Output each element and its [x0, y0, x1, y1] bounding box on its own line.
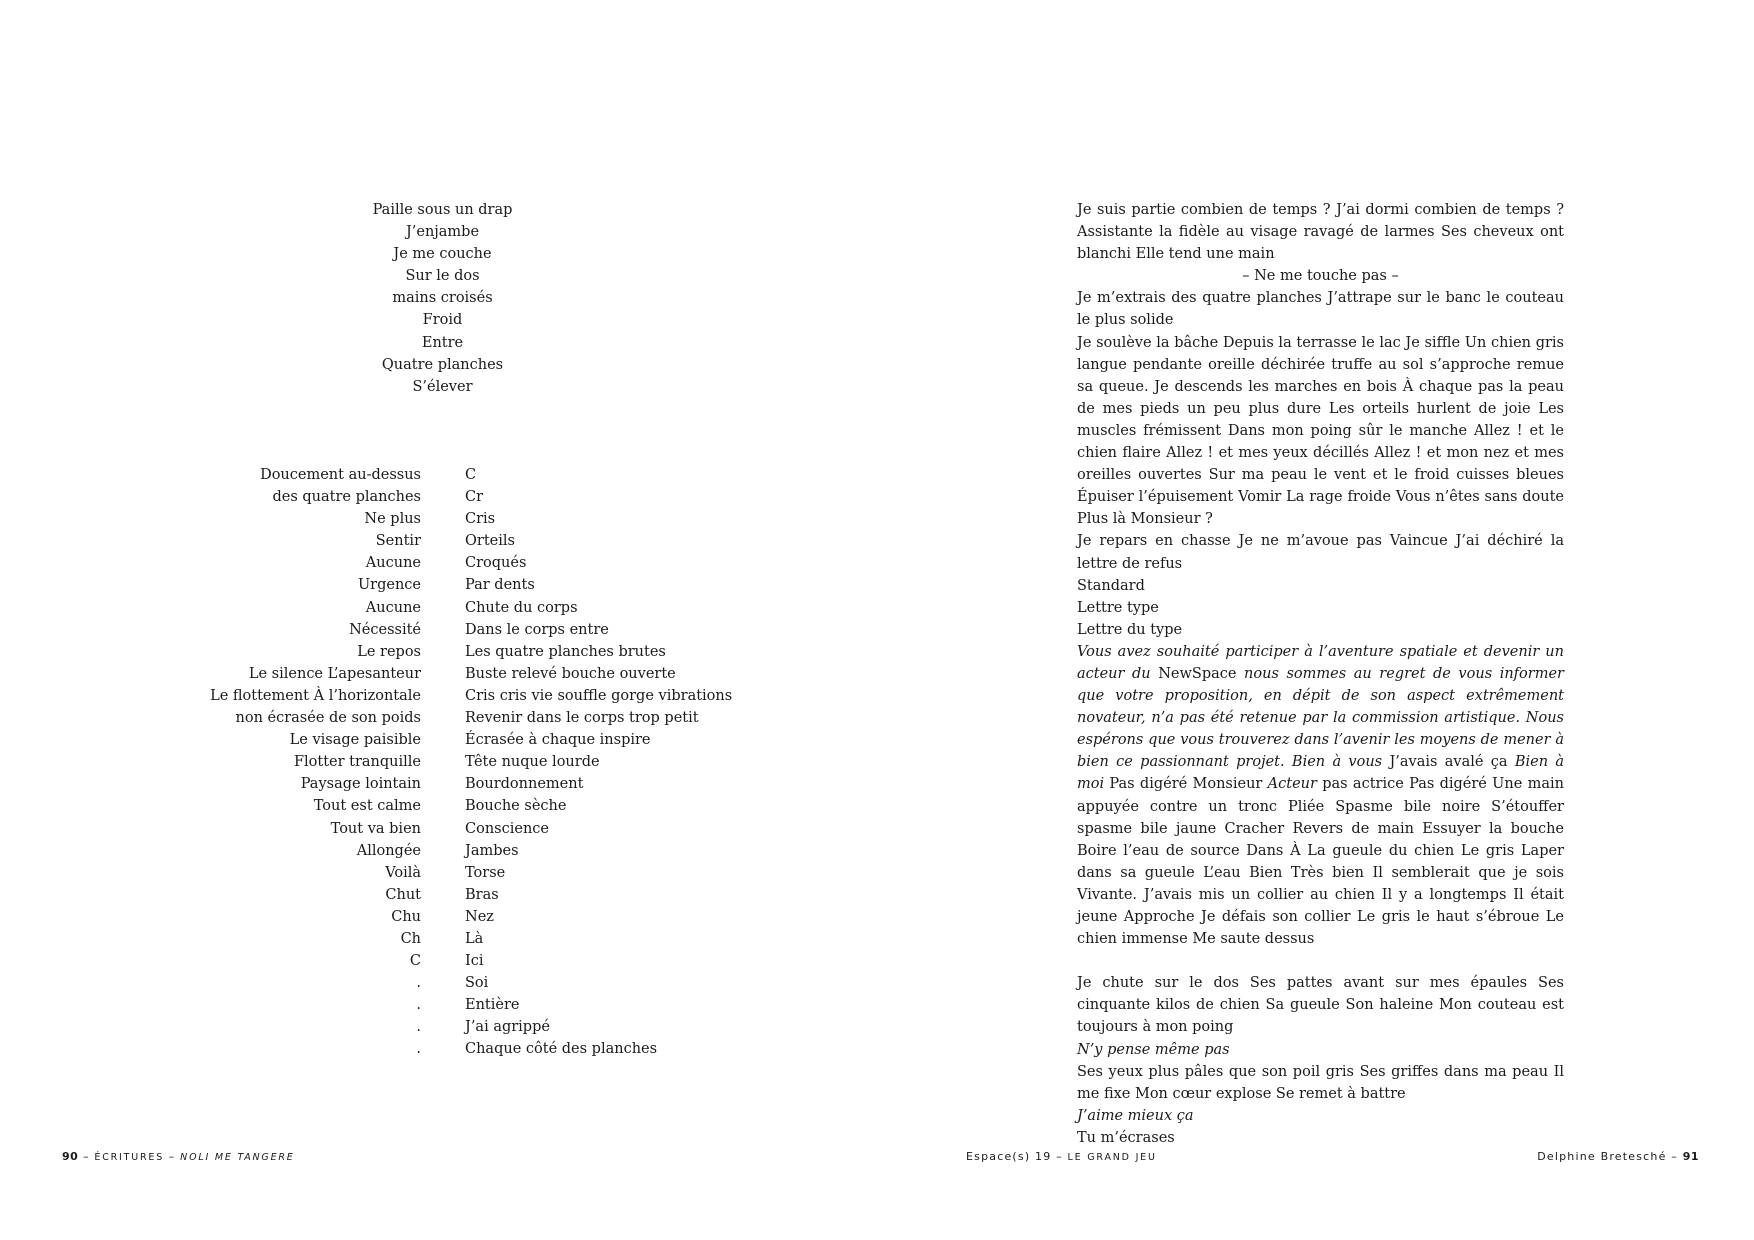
right-column-line: Là: [465, 930, 484, 947]
italic-line: N’y pense même pas: [1077, 1041, 1230, 1058]
paragraph: Je repars en chasse Je ne m’avoue pas Vaincue J’ai déchiré la lettre de refus: [1077, 533, 1564, 572]
verse-row: [200, 619, 732, 641]
verse-row: [200, 707, 732, 729]
two-column-verse: [200, 464, 732, 1061]
left-column-line: Paysage lointain: [300, 776, 421, 793]
italic-line: J’aime mieux ça: [1077, 1107, 1194, 1124]
left-column-line: Chut: [385, 886, 421, 903]
right-column-line: Chaque côté des planches: [465, 1041, 658, 1058]
stanza-line: mains croisés: [392, 290, 493, 307]
journal-running-footer: [966, 1150, 1157, 1163]
paragraph: Je soulève la bâche Depuis la terrasse le lac Je siffle Un chien gris langue pendante oreille déchirée truffe au sol s’approche remue sa queue. Je descends les marches en bois À chaque pas la peau de mes pieds un peu plus dure Les orteils hurlent de joie Les muscles frémissent Dans mon poing sûr le manche Allez ! et le chien flaire Allez ! et mes yeux décillés Allez ! et mon nez et mes oreilles ouvertes Sur ma peau le vent et le froid cuisses bleues Épuiser l’épuisement Vomir La rage froide Vous n’êtes sans doute Plus là Monsieur ?: [1077, 334, 1564, 528]
stanza-line: Je me couche: [393, 246, 492, 263]
verse-row: [200, 486, 732, 508]
verse-row: [200, 751, 732, 773]
paragraph: Standard: [1077, 577, 1145, 594]
left-column-line: C: [409, 953, 421, 970]
left-column-line: Doucement au-dessus: [260, 467, 421, 483]
quote-roman: pas actrice Pas digéré Une main appuyée contre un tronc Pliée Spasme bile noire S’étouffer spasme bile jaune Cracher Revers de main Essuyer la bouche Boire l’eau de source Dans À La gueule du chien Le gris Laper dans sa gueule L’eau Bien Très bien Il semblerait que je sois Vivante. J’avais mis un collier au chien Il y a longtemps Il était jeune Approche Je défais son collier Le gris le haut s’ébroue Le chien immense Me saute dessus: [1077, 776, 1564, 948]
verse-row: [200, 1016, 732, 1038]
left-column-line: Sentir: [375, 533, 421, 550]
right-column-line: Cris cris vie souffle gorge vibrations: [465, 687, 733, 704]
verse-row: [200, 663, 732, 685]
verse-row: [200, 574, 732, 596]
stanza-line: J’enjambe: [405, 224, 480, 241]
right-column-line: Entière: [465, 997, 520, 1014]
footer-dash: –: [1056, 1150, 1063, 1163]
footer-dash: –: [83, 1150, 90, 1163]
left-running-footer: [62, 1150, 295, 1163]
dialogue-line: – Ne me touche pas –: [1242, 268, 1399, 285]
right-column-line: Cr: [465, 489, 484, 506]
stanza-line: Paille sous un drap: [372, 202, 513, 218]
left-column-line: Nécessité: [349, 621, 421, 638]
right-column-line: Par dents: [465, 577, 535, 594]
stanza-line: Sur le dos: [405, 268, 480, 285]
right-column-line: Bouche sèche: [465, 798, 567, 815]
right-column-line: C: [465, 467, 477, 483]
left-column-line: Ch: [400, 930, 421, 947]
stanza-gap: [1077, 950, 1564, 972]
right-column-line: Soi: [465, 975, 489, 992]
right-running-footer: [1537, 1150, 1699, 1163]
verse-row: [200, 1038, 732, 1060]
right-column-line: Les quatre planches brutes: [465, 643, 666, 660]
verse-row: [200, 773, 732, 795]
quote-roman: J’avais avalé ça: [1382, 754, 1515, 771]
verse-row: [200, 795, 732, 817]
quote-roman: NewSpace: [1158, 665, 1237, 682]
left-column-line: .: [416, 997, 421, 1014]
left-column-line: Urgence: [357, 577, 421, 594]
paragraph: Lettre type: [1077, 599, 1159, 616]
paragraph: Ses yeux plus pâles que son poil gris Ses griffes dans ma peau Il me fixe Mon cœur explose Se remet à battre: [1077, 1063, 1564, 1102]
footer-section: ÉCRITURES: [94, 1152, 165, 1163]
verse-row: [200, 994, 732, 1016]
paragraph: Je suis partie combien de temps ? J’ai dormi combien de temps ? Assistante la fidèle au visage ravagé de larmes Ses cheveux ont blanchi Elle tend une main: [1077, 202, 1564, 263]
right-page-number: 91: [1682, 1150, 1699, 1163]
stanza-line: Quatre planches: [381, 356, 504, 373]
verse-row: [200, 552, 732, 574]
right-column-line: Bourdonnement: [465, 776, 584, 793]
footer-dash: –: [1671, 1150, 1678, 1163]
left-column-line: Flotter tranquille: [293, 754, 421, 771]
left-column-line: Chu: [391, 908, 421, 925]
verse-row: [200, 641, 732, 663]
right-column-line: Cris: [465, 511, 496, 528]
paragraph: Je chute sur le dos Ses pattes avant sur mes épaules Ses cinquante kilos de chien Sa gueule Son haleine Mon couteau est toujours à mon poing: [1077, 975, 1564, 1036]
left-column-line: Aucune: [365, 599, 421, 616]
quote-italic: Bien à moi: [1077, 754, 1565, 793]
right-column-line: Tête nuque lourde: [465, 754, 600, 771]
verse-row: [200, 840, 732, 862]
stanza-line: S’élever: [412, 378, 473, 395]
left-page-number: 90: [62, 1150, 79, 1163]
verse-row: [200, 906, 732, 928]
left-column-line: Allongée: [356, 842, 421, 859]
right-column-line: Chute du corps: [465, 599, 578, 616]
left-column-line: Tout est calme: [313, 798, 421, 815]
paragraph: Tu m’écrases: [1077, 1129, 1175, 1146]
quote-italic: Vous avez souhaité participer à l’aventure spatiale et devenir un acteur du: [1077, 643, 1564, 682]
verse-row: [200, 950, 732, 972]
right-column-line: Conscience: [465, 820, 549, 837]
right-column-line: J’ai agrippé: [465, 1019, 550, 1036]
right-column-line: Ici: [465, 953, 484, 970]
left-column-line: Ne plus: [364, 511, 421, 528]
right-column-line: Nez: [465, 908, 494, 925]
author-name: Delphine Bretesché: [1537, 1150, 1667, 1163]
stanza-line: Entre: [421, 334, 464, 351]
paragraph: Lettre du type: [1077, 621, 1183, 638]
quote-italic: Acteur: [1267, 776, 1317, 793]
left-column-line: .: [416, 975, 421, 992]
right-column-line: Revenir dans le corps trop petit: [465, 710, 699, 727]
left-column-line: non écrasée de son poids: [235, 710, 421, 727]
verse-row: [200, 928, 732, 950]
right-column-line: Écrasée à chaque inspire: [465, 732, 651, 749]
right-column-line: Bras: [465, 886, 499, 903]
stanza-line: Froid: [422, 312, 463, 329]
journal-title: Espace(s) 19: [966, 1150, 1052, 1163]
verse-row: [200, 464, 732, 486]
verse-row: [200, 818, 732, 840]
left-column-line: Le visage paisible: [289, 732, 421, 749]
right-column-line: Dans le corps entre: [465, 621, 609, 638]
verse-row: [200, 884, 732, 906]
right-column-line: Jambes: [465, 842, 519, 859]
verse-row: [200, 862, 732, 884]
verse-row: [200, 729, 732, 751]
verse-row: [200, 597, 732, 619]
footer-dash: –: [168, 1150, 176, 1163]
centered-stanza: [330, 199, 555, 398]
verse-row: [200, 685, 732, 707]
left-column-line: .: [416, 1019, 421, 1036]
quote-roman: Pas digéré Monsieur: [1104, 776, 1268, 793]
left-column-line: Aucune: [365, 555, 421, 572]
verse-row: [200, 972, 732, 994]
left-column-line: des quatre planches: [272, 489, 421, 506]
right-page: [877, 0, 1754, 1240]
right-column-line: Buste relevé bouche ouverte: [465, 665, 676, 682]
left-column-line: .: [416, 1041, 421, 1058]
letter-quote-paragraph: [1077, 641, 1564, 950]
verse-row: [200, 508, 732, 530]
left-column-line: Tout va bien: [330, 820, 421, 837]
prose-body: [1077, 199, 1564, 1149]
left-column-line: Le repos: [357, 643, 421, 660]
left-column-line: Le flottement À l’horizontale: [210, 687, 421, 704]
right-column-line: Orteils: [465, 533, 515, 550]
footer-work-title: NOLI ME TANGERE: [180, 1152, 295, 1163]
left-column-line: Voilà: [385, 864, 421, 881]
issue-title: LE GRAND JEU: [1067, 1152, 1157, 1163]
paragraph-italic: [1077, 1039, 1564, 1061]
right-column-line: Torse: [465, 864, 506, 881]
right-column-line: Croqués: [465, 555, 527, 572]
quote-italic: nous sommes au regret de vous informer que votre proposition, en dépit de son aspect extrêmement novateur, n’a pas été retenue par la commission artistique. Nous espérons que vous trouverez dans l’avenir les moyens de mener à bien ce passionnant projet. Bien à vous: [1077, 665, 1564, 771]
left-column-line: Le silence L’apesanteur: [248, 665, 421, 682]
verse-row: [200, 530, 732, 552]
paragraph-italic: [1077, 1105, 1564, 1127]
paragraph: Je m’extrais des quatre planches J’attrape sur le banc le couteau le plus solide: [1077, 290, 1564, 329]
